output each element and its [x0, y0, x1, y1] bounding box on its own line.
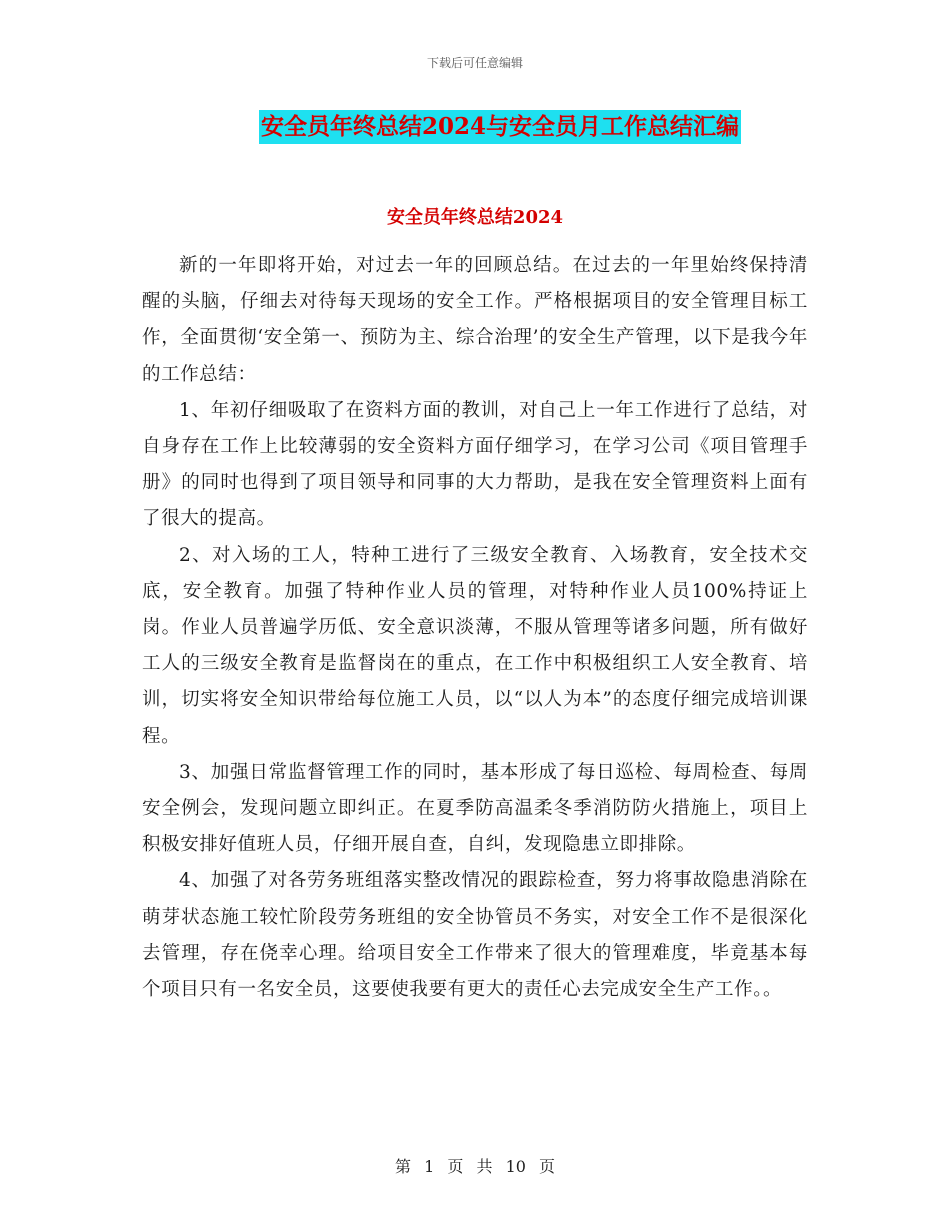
footer-current-page: 1 [424, 1157, 435, 1176]
footer-total-prefix: 共 [476, 1157, 493, 1176]
paragraph-item-2: 2、对入场的工人，特种工进行了三级安全教育、入场教育，安全技术交底，安全教育。加强了特种作业人员的管理，对特种作业人员100%持证上岗。作业人员普遍学历低、安全意识淡薄，不服从管理等诸多问题，所有做好工人的三级安全教育是监督岗在的重点，在工作中积极组织工人安全教育、培训，切实将安全知识带给每位施工人员，以“以人为本”的态度仔细完成培训课程。 [142, 544, 808, 747]
main-title-container [0, 110, 950, 144]
section-title: 安全员年终总结2024 [386, 207, 564, 228]
main-title: 安全员年终总结2024与安全员月工作总结汇编 [259, 110, 741, 144]
paragraph-item-1: 1、年初仔细吸取了在资料方面的教训，对自己上一年工作进行了总结，对自身存在工作上比较薄弱的安全资料方面仔细学习，在学习公司《项目管理手册》的同时也得到了项目领导和同事的大力帮助，是我在安全管理资料上面有了很大的提高。 [142, 399, 808, 530]
footer-total-pages: 10 [505, 1157, 526, 1176]
body-text [142, 248, 808, 1008]
footer-page-unit: 页 [447, 1157, 464, 1176]
paragraph-intro: 新的一年即将开始，对过去一年的回顾总结。在过去的一年里始终保持清醒的头脑，仔细去对待每天现场的安全工作。严格根据项目的安全管理目标工作，全面贯彻‘安全第一、预防为主、综合治理’的安全生产管理，以下是我今年的工作总结： [142, 255, 808, 385]
page-footer [0, 1154, 950, 1177]
paragraph-item-3: 3、加强日常监督管理工作的同时，基本形成了每日巡检、每周检查、每周安全例会，发现问题立即纠正。在夏季防高温柔冬季消防防火措施上，项目上积极安排好值班人员，仔细开展自查，自纠，发现隐患立即排除。 [142, 761, 808, 856]
paragraph-item-4: 4、加强了对各劳务班组落实整改情况的跟踪检查，努力将事故隐患消除在萌芽状态施工较忙阶段劳务班组的安全协管员不务实，对安全工作不是很深化去管理，存在侥幸心理。给项目安全工作带来了很大的管理难度，毕竟基本每个项目只有一名安全员，这要使我要有更大的责任心去完成安全生产工作。。 [142, 870, 808, 1001]
footer-prefix: 第 [394, 1157, 411, 1176]
header-note: 下载后可任意编辑 [426, 56, 523, 70]
footer-total-unit: 页 [539, 1157, 556, 1176]
